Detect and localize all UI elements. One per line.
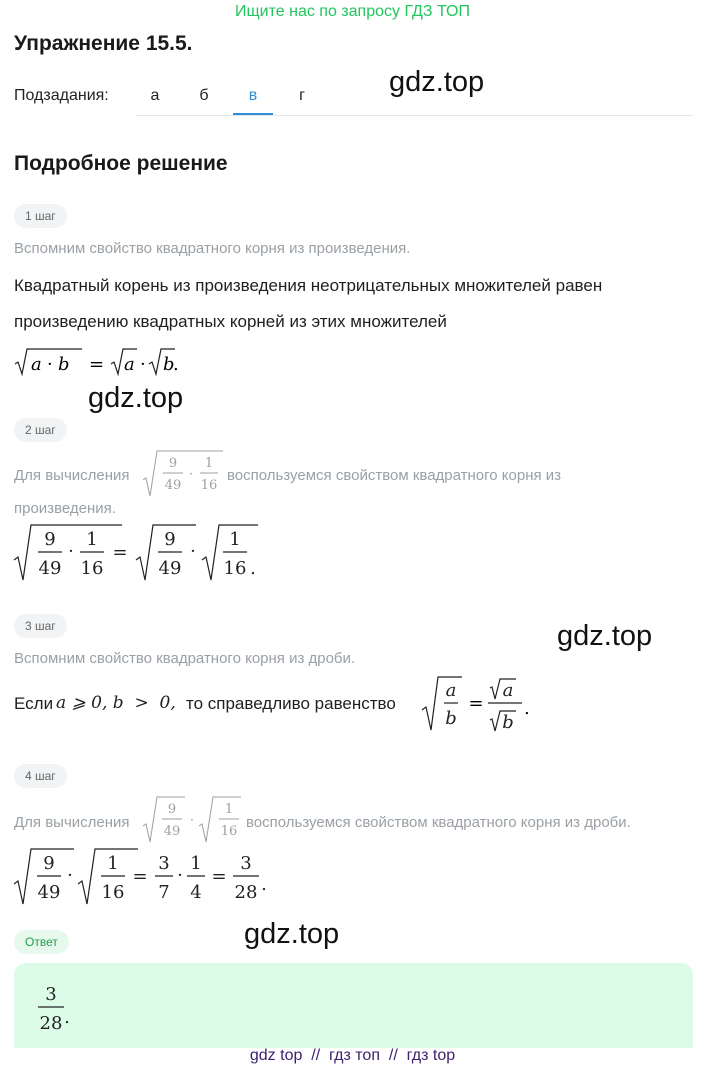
math-eq: = <box>89 354 105 375</box>
den-16: 16 <box>220 824 238 839</box>
formula-step2 <box>12 522 262 584</box>
tab-g[interactable]: г <box>299 87 305 104</box>
den-16: 16 <box>223 558 247 579</box>
watermark: gdz.top <box>244 918 340 950</box>
math-eq: = <box>112 542 128 563</box>
step-badge-2: 2 шаг <box>14 418 67 442</box>
num-1: 1 <box>190 853 202 874</box>
den-49: 49 <box>37 882 61 903</box>
den-16: 16 <box>101 882 125 903</box>
math-a: a <box>31 354 42 375</box>
math-eq: = <box>132 866 148 887</box>
math-period: . <box>261 874 267 895</box>
den-49: 49 <box>164 478 182 493</box>
footer-links[interactable]: gdz top // гдз топ // гдз top <box>249 1047 456 1064</box>
top-banner: Ищите нас по запросу ГДЗ ТОП <box>235 3 470 20</box>
section-title: Подробное решение <box>14 152 228 175</box>
math-dot: · <box>67 865 73 886</box>
math-period: . <box>524 698 530 719</box>
den-16: 16 <box>80 558 104 579</box>
tab-b[interactable]: б <box>199 87 209 104</box>
num-1: 1 <box>229 529 241 550</box>
math-dot: · <box>190 541 196 562</box>
math-dot: · <box>68 541 74 562</box>
num-1: 1 <box>107 853 119 874</box>
num-9: 9 <box>43 853 55 874</box>
step2-hint-c: произведения. <box>14 500 116 517</box>
watermark: gdz.top <box>88 382 184 414</box>
math-dot: · <box>188 467 194 482</box>
step2-hint-b: воспользуемся свойством квадратного корня из <box>227 467 562 484</box>
num-3: 3 <box>240 853 252 874</box>
formula-sqrt-product <box>12 346 182 380</box>
step1-text-line1: Квадратный корень из произведения неотрицательных множителей равен <box>14 276 603 295</box>
num-9: 9 <box>167 802 177 817</box>
math-b: b <box>502 712 514 733</box>
step-badge-4: 4 шаг <box>14 764 67 788</box>
den-49: 49 <box>163 824 181 839</box>
num-9: 9 <box>44 529 56 550</box>
num-1: 1 <box>224 802 234 817</box>
formula-step4 <box>12 846 277 908</box>
math-dot: · <box>140 354 146 375</box>
step3-text-b: то справедливо равенство <box>186 694 396 713</box>
num-1: 1 <box>86 529 98 550</box>
tab-a[interactable]: а <box>150 87 160 104</box>
den-28: 28 <box>39 1013 63 1034</box>
step1-text-line2: произведению квадратных корней из этих множителей <box>14 312 447 331</box>
math-period: . <box>250 558 256 579</box>
num-3: 3 <box>45 984 57 1005</box>
math-eq: = <box>468 693 484 714</box>
math-a: a <box>124 354 135 375</box>
den-49: 49 <box>38 558 62 579</box>
watermark: gdz.top <box>557 620 653 652</box>
math-dot: · <box>189 813 195 828</box>
math-dot: · <box>177 865 183 886</box>
math-a: a <box>502 680 514 701</box>
inline-formula-sqrt-product <box>141 448 227 500</box>
num-3: 3 <box>158 853 170 874</box>
den-4: 4 <box>190 882 202 903</box>
inline-formula-sqrt-roots <box>141 794 245 846</box>
math-b: b <box>445 708 457 729</box>
step1-hint: Вспомним свойство квадратного корня из произведения. <box>14 240 411 257</box>
watermark: gdz.top <box>389 66 485 98</box>
math-period: . <box>173 354 179 375</box>
condition-formula: a ⩾ 0, b > 0, <box>56 693 176 713</box>
answer-fraction <box>34 979 94 1037</box>
math-b: b <box>163 354 175 375</box>
math-b: b <box>58 354 70 375</box>
num-9: 9 <box>168 456 178 471</box>
formula-sqrt-fraction <box>420 674 530 736</box>
den-16: 16 <box>200 478 218 493</box>
math-dot: · <box>47 354 53 375</box>
subtasks-label: Подзадания: <box>14 87 109 104</box>
tab-v[interactable]: в <box>233 78 273 115</box>
step-badge-1: 1 шаг <box>14 204 67 228</box>
step3-hint: Вспомним свойство квадратного корня из дроби. <box>14 650 356 667</box>
math-a: a <box>445 680 457 701</box>
den-28: 28 <box>234 882 258 903</box>
num-9: 9 <box>164 529 176 550</box>
step2-hint-a: Для вычисления <box>14 467 130 484</box>
step4-hint-a: Для вычисления <box>14 814 130 831</box>
math-eq: = <box>211 866 227 887</box>
den-7: 7 <box>158 882 170 903</box>
step3-text-a: Если <box>14 694 54 713</box>
step-badge-3: 3 шаг <box>14 614 67 638</box>
den-49: 49 <box>158 558 182 579</box>
answer-badge: Ответ <box>14 930 69 954</box>
num-1: 1 <box>204 456 214 471</box>
answer-box <box>14 963 693 1048</box>
step4-hint-b: воспользуемся свойством квадратного корня из дроби. <box>246 814 631 831</box>
math-period: . <box>64 1007 70 1028</box>
exercise-title: Упражнение 15.5. <box>14 32 193 55</box>
